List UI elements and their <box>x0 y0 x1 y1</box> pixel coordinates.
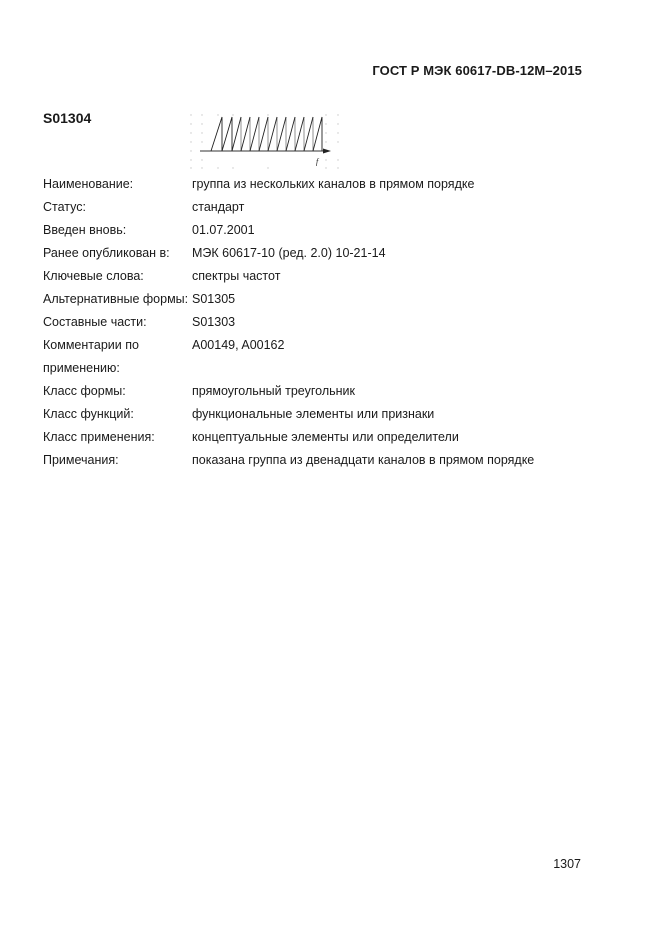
property-label: Статус: <box>43 200 86 214</box>
property-value: группа из нескольких каналов в прямом порядке <box>192 177 475 191</box>
page-number: 1307 <box>553 857 581 871</box>
property-row-application-class <box>43 426 563 449</box>
document-standard-id: ГОСТ Р МЭК 60617-DB-12M–2015 <box>372 63 582 78</box>
property-label: Класс формы: <box>43 384 126 398</box>
property-value: спектры частот <box>192 269 281 283</box>
property-label: Класс применения: <box>43 430 155 444</box>
property-row-name <box>43 173 563 196</box>
property-label: Класс функций: <box>43 407 134 421</box>
property-row-shape-class <box>43 380 563 403</box>
property-row-previously-published <box>43 242 563 265</box>
symbol-properties-list <box>43 173 563 472</box>
property-label: Комментарии по применению: <box>43 338 139 375</box>
property-label: Введен вновь: <box>43 223 127 237</box>
property-value: 01.07.2001 <box>192 223 255 237</box>
property-row-alternative-forms <box>43 288 563 311</box>
property-label: Альтернативные формы: <box>43 292 189 306</box>
property-label: Составные части: <box>43 315 147 329</box>
symbol-code: S01304 <box>43 110 92 126</box>
property-row-components <box>43 311 563 334</box>
property-row-status <box>43 196 563 219</box>
property-row-keywords <box>43 265 563 288</box>
property-value: МЭК 60617-10 (ред. 2.0) 10-21-14 <box>192 246 386 260</box>
channel-group-symbol-figure <box>188 112 344 170</box>
property-label: Наименование: <box>43 177 134 191</box>
property-value: S01305 <box>192 292 236 306</box>
property-label: Примечания: <box>43 453 119 467</box>
property-row-function-class <box>43 403 563 426</box>
frequency-axis-label: f <box>316 157 319 166</box>
property-row-remarks <box>43 449 563 472</box>
property-value: стандарт <box>192 200 245 214</box>
property-row-application-notes <box>43 334 563 380</box>
property-value: показана группа из двенадцати каналов в прямом порядке <box>192 453 535 467</box>
property-value: S01303 <box>192 315 236 329</box>
property-value: концептуальные элементы или определители <box>192 430 459 444</box>
property-value: функциональные элементы или признаки <box>192 407 435 421</box>
property-label: Ключевые слова: <box>43 269 144 283</box>
property-value: прямоугольный треугольник <box>192 384 355 398</box>
property-value: A00149, A00162 <box>192 338 285 352</box>
property-row-introduced <box>43 219 563 242</box>
property-label: Ранее опубликован в: <box>43 246 170 260</box>
